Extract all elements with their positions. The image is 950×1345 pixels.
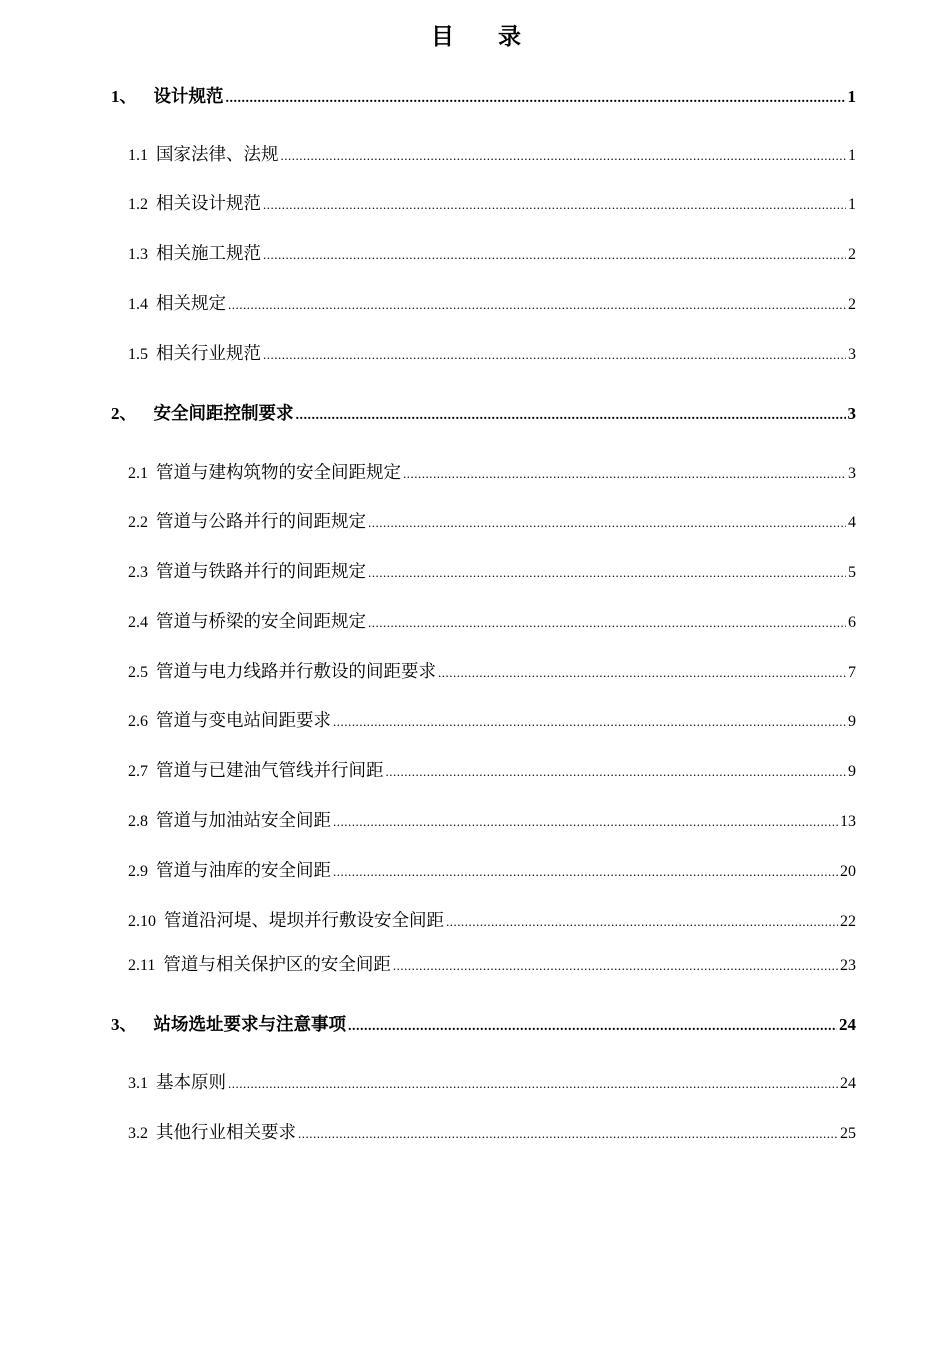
toc-entry-number: 2.4 bbox=[128, 614, 148, 631]
toc-leader-dots bbox=[368, 565, 846, 581]
toc-entry-page: 5 bbox=[848, 564, 856, 581]
toc-entry-page: 22 bbox=[840, 913, 856, 930]
toc-leader-dots bbox=[368, 515, 846, 531]
toc-entry-title: 相关行业规范 bbox=[156, 344, 261, 364]
toc-entry-2-4[interactable] bbox=[128, 608, 856, 632]
toc-entry-1[interactable] bbox=[111, 82, 856, 106]
toc-entry-number: 1、 bbox=[111, 87, 137, 106]
toc-entry-title: 管道与相关保护区的安全间距 bbox=[163, 955, 391, 975]
toc-entry-title: 相关施工规范 bbox=[156, 244, 261, 264]
toc-leader-dots bbox=[228, 1076, 838, 1092]
toc-leader-dots bbox=[386, 764, 847, 780]
toc-entry-2-8[interactable] bbox=[128, 807, 856, 831]
toc-entry-3[interactable] bbox=[111, 1010, 856, 1034]
toc-entry-page: 20 bbox=[840, 863, 856, 880]
toc-entry-number: 2.1 bbox=[128, 465, 148, 482]
toc-entry-title: 站场选址要求与注意事项 bbox=[153, 1015, 346, 1035]
toc-entry-title: 管道与加油站安全间距 bbox=[156, 811, 331, 831]
toc-leader-dots bbox=[296, 408, 846, 424]
toc-leader-dots bbox=[446, 914, 838, 930]
toc-leader-dots bbox=[348, 1019, 837, 1035]
toc-leader-dots bbox=[263, 197, 846, 213]
toc-entry-page: 9 bbox=[848, 763, 856, 780]
toc-entry-page: 2 bbox=[848, 246, 856, 263]
toc-entry-2-9[interactable] bbox=[128, 857, 856, 881]
toc-entry-2-5[interactable] bbox=[128, 658, 856, 682]
toc-entry-number: 2.8 bbox=[128, 813, 148, 830]
toc-leader-dots bbox=[228, 297, 846, 313]
toc-entry-2-3[interactable] bbox=[128, 558, 856, 582]
toc-entry-number: 2.6 bbox=[128, 713, 148, 730]
toc-entry-number: 1.1 bbox=[128, 147, 148, 164]
toc-entry-page: 23 bbox=[840, 957, 856, 974]
toc-entry-number: 3.1 bbox=[128, 1075, 148, 1092]
toc-leader-dots bbox=[393, 958, 838, 974]
toc-entry-number: 2.2 bbox=[128, 514, 148, 531]
toc-entry-1-4[interactable] bbox=[128, 290, 856, 314]
toc-entry-3-1[interactable] bbox=[128, 1069, 856, 1093]
toc-entry-number: 2、 bbox=[111, 404, 137, 423]
toc-entry-page: 25 bbox=[840, 1125, 856, 1142]
toc-entry-title: 设计规范 bbox=[153, 87, 224, 107]
toc-entry-title: 管道与铁路并行的间距规定 bbox=[156, 562, 366, 582]
toc-leader-dots bbox=[403, 466, 846, 482]
toc-leader-dots bbox=[298, 1126, 838, 1142]
toc-entry-2-10[interactable] bbox=[128, 907, 856, 931]
toc-entry-title: 管道与油库的安全间距 bbox=[156, 861, 331, 881]
toc-entry-title: 相关规定 bbox=[156, 294, 226, 314]
toc-entry-title: 管道沿河堤、堤坝并行敷设安全间距 bbox=[164, 911, 444, 931]
toc-entry-number: 2.5 bbox=[128, 664, 148, 681]
toc-entry-1-5[interactable] bbox=[128, 340, 856, 364]
toc-entry-page: 2 bbox=[848, 296, 856, 313]
toc-entry-number: 1.2 bbox=[128, 196, 148, 213]
toc-entry-number: 2.11 bbox=[128, 957, 156, 974]
toc-entry-title: 安全间距控制要求 bbox=[153, 404, 294, 424]
toc-leader-dots bbox=[263, 247, 846, 263]
toc-entry-title: 管道与公路并行的间距规定 bbox=[156, 512, 366, 532]
toc-leader-dots bbox=[333, 814, 838, 830]
toc-entry-2-6[interactable] bbox=[128, 707, 856, 731]
toc-entry-1-3[interactable] bbox=[128, 240, 856, 264]
toc-entry-2-1[interactable] bbox=[128, 459, 856, 483]
toc-entry-title: 管道与桥梁的安全间距规定 bbox=[156, 612, 366, 632]
toc-entry-number: 1.4 bbox=[128, 296, 148, 313]
toc-entry-1-2[interactable] bbox=[128, 190, 856, 214]
toc-entry-number: 3.2 bbox=[128, 1125, 148, 1142]
toc-entry-title: 国家法律、法规 bbox=[156, 145, 279, 165]
toc-leader-dots bbox=[263, 347, 846, 363]
toc-entry-page: 24 bbox=[839, 1015, 856, 1034]
toc-entry-page: 1 bbox=[848, 147, 856, 164]
toc-entry-title: 相关设计规范 bbox=[156, 194, 261, 214]
toc-leader-dots bbox=[226, 91, 846, 107]
toc-leader-dots bbox=[281, 148, 847, 164]
toc-entry-3-2[interactable] bbox=[128, 1119, 856, 1143]
toc-entry-number: 1.3 bbox=[128, 246, 148, 263]
toc-leader-dots bbox=[333, 714, 846, 730]
toc-leader-dots bbox=[333, 864, 838, 880]
toc-entry-page: 7 bbox=[848, 664, 856, 681]
toc-entry-page: 9 bbox=[848, 713, 856, 730]
page-title: 目 录 bbox=[430, 24, 539, 50]
toc-entry-1-1[interactable] bbox=[128, 141, 856, 165]
toc-entry-2-7[interactable] bbox=[128, 757, 856, 781]
toc-entry-2-2[interactable] bbox=[128, 508, 856, 532]
toc-entry-title: 管道与变电站间距要求 bbox=[156, 711, 331, 731]
toc-entry-page: 6 bbox=[848, 614, 856, 631]
toc-entry-page: 4 bbox=[848, 514, 856, 531]
toc-entry-title: 管道与建构筑物的安全间距规定 bbox=[156, 463, 401, 483]
toc-entry-2[interactable] bbox=[111, 399, 856, 423]
toc-entry-number: 2.3 bbox=[128, 564, 148, 581]
toc-entry-number: 3、 bbox=[111, 1015, 137, 1034]
toc-entry-2-11[interactable] bbox=[128, 951, 856, 975]
toc-entry-number: 1.5 bbox=[128, 346, 148, 363]
toc-entry-page: 1 bbox=[847, 87, 856, 106]
toc-entry-number: 2.7 bbox=[128, 763, 148, 780]
toc-leader-dots bbox=[438, 665, 846, 681]
toc-entry-title: 管道与已建油气管线并行间距 bbox=[156, 761, 384, 781]
toc-entry-number: 2.9 bbox=[128, 863, 148, 880]
toc-entry-page: 24 bbox=[840, 1075, 856, 1092]
toc-entry-page: 1 bbox=[848, 196, 856, 213]
toc-entry-page: 3 bbox=[847, 404, 856, 423]
toc-entry-title: 基本原则 bbox=[156, 1073, 226, 1093]
toc-entry-page: 13 bbox=[840, 813, 856, 830]
toc-entry-number: 2.10 bbox=[128, 913, 156, 930]
toc-entry-title: 其他行业相关要求 bbox=[156, 1123, 296, 1143]
toc-entry-page: 3 bbox=[848, 346, 856, 363]
toc-entry-title: 管道与电力线路并行敷设的间距要求 bbox=[156, 662, 436, 682]
toc-entry-page: 3 bbox=[848, 465, 856, 482]
toc-leader-dots bbox=[368, 615, 846, 631]
